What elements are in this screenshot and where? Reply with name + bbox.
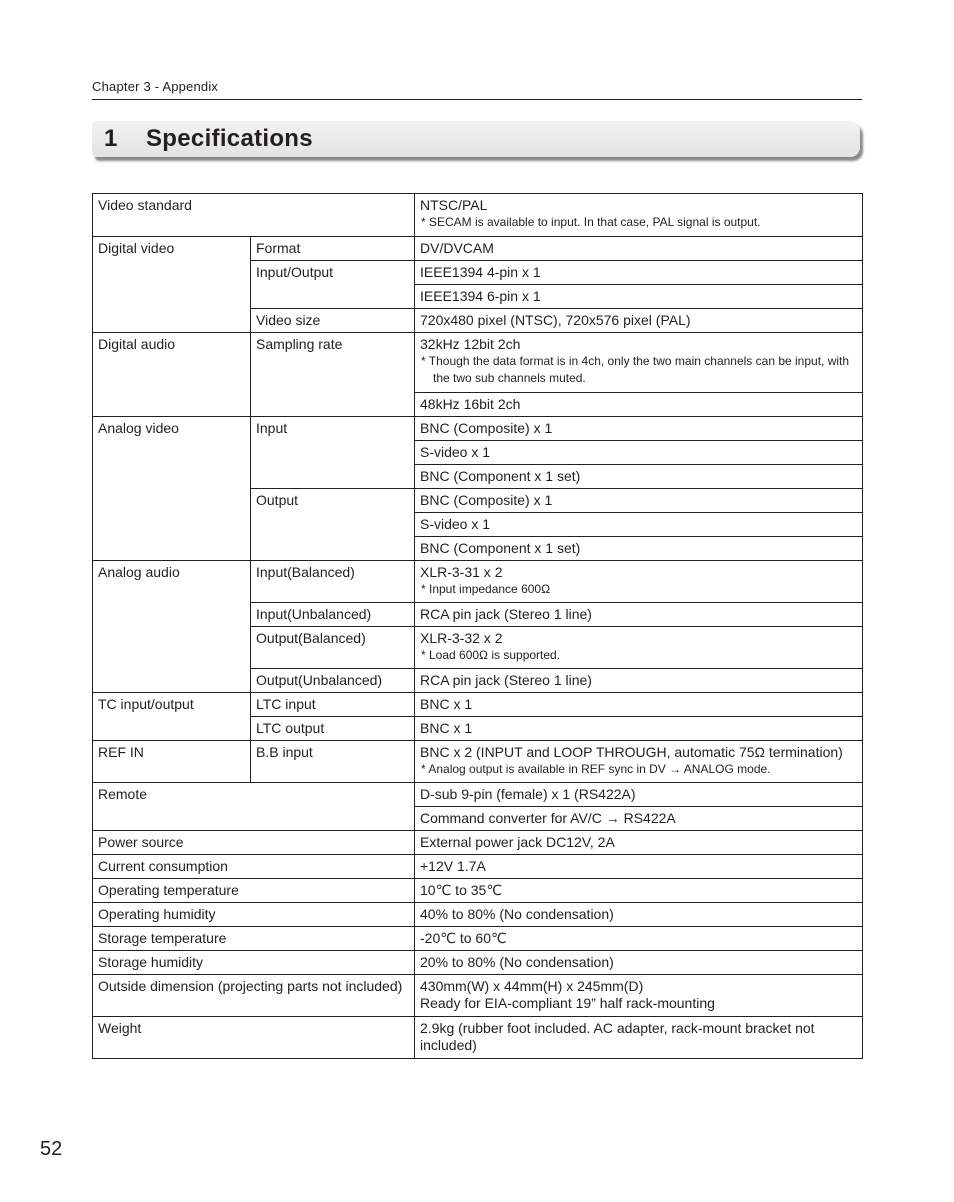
- spec-value: BNC (Composite) x 1: [415, 417, 863, 441]
- section-title: Specifications: [146, 125, 313, 152]
- spec-value-text: XLR-3-32 x 2: [420, 630, 503, 646]
- spec-value: 40% to 80% (No condensation): [415, 903, 863, 927]
- table-row: [93, 975, 863, 1017]
- spec-value: 10℃ to 35℃: [415, 879, 863, 903]
- spec-value: BNC x 1: [415, 717, 863, 741]
- spec-value: BNC (Component x 1 set): [415, 465, 863, 489]
- spec-value-text: NTSC/PAL: [420, 197, 488, 213]
- spec-note: * Load 600Ω is supported.: [421, 648, 561, 662]
- spec-value: RCA pin jack (Stereo 1 line): [415, 603, 863, 627]
- section-number: 1: [104, 125, 118, 152]
- spec-sublabel: Sampling rate: [251, 333, 415, 417]
- spec-label: Storage humidity: [93, 951, 415, 975]
- spec-value: Command converter for AV/C → RS422A: [415, 807, 863, 831]
- table-row: [93, 741, 863, 783]
- spec-label: Digital video: [93, 237, 251, 333]
- spec-label: Operating humidity: [93, 903, 415, 927]
- spec-label: Analog video: [93, 417, 251, 561]
- spec-label: Analog audio: [93, 561, 251, 693]
- spec-value: BNC x 1: [415, 693, 863, 717]
- table-row: [93, 831, 863, 855]
- header-rule: [92, 99, 862, 100]
- table-row: [93, 927, 863, 951]
- spec-label: Operating temperature: [93, 879, 415, 903]
- spec-value: [415, 975, 863, 1017]
- spec-label: TC input/output: [93, 693, 251, 741]
- table-row: [93, 1017, 863, 1059]
- spec-value: -20℃ to 60℃: [415, 927, 863, 951]
- spec-label: REF IN: [93, 741, 251, 783]
- spec-value: [415, 561, 863, 603]
- spec-sublabel: Video size: [251, 309, 415, 333]
- spec-value-text: XLR-3-31 x 2: [420, 564, 503, 580]
- spec-value: [415, 333, 863, 393]
- spec-value: BNC (Composite) x 1: [415, 489, 863, 513]
- spec-sublabel: Input: [251, 417, 415, 489]
- table-row: [93, 333, 863, 393]
- page-number: 52: [40, 1138, 63, 1160]
- chapter-header: Chapter 3 - Appendix: [92, 79, 219, 94]
- table-row: [93, 237, 863, 261]
- table-row: [93, 417, 863, 441]
- spec-sublabel: Input/Output: [251, 261, 415, 309]
- spec-value: External power jack DC12V, 2A: [415, 831, 863, 855]
- spec-value-text: Ready for EIA-compliant 19” half rack-mounting: [420, 995, 715, 1011]
- spec-sublabel: Input(Unbalanced): [251, 603, 415, 627]
- table-row: [93, 903, 863, 927]
- table-row: [93, 561, 863, 603]
- spec-value: BNC (Component x 1 set): [415, 537, 863, 561]
- spec-value: DV/DVCAM: [415, 237, 863, 261]
- spec-label: Power source: [93, 831, 415, 855]
- spec-value: 20% to 80% (No condensation): [415, 951, 863, 975]
- spec-sublabel: Output(Balanced): [251, 627, 415, 669]
- spec-note: * Though the data format is in 4ch, only the two main channels can be input, with the two sub channels muted.: [421, 354, 850, 385]
- table-row: [93, 693, 863, 717]
- spec-sublabel: Output(Unbalanced): [251, 669, 415, 693]
- table-row: [93, 194, 863, 237]
- table-row: [93, 951, 863, 975]
- spec-label: Outside dimension (projecting parts not included): [93, 975, 415, 1017]
- spec-value-text: BNC x 2 (INPUT and LOOP THROUGH, automatic 75Ω termination): [420, 744, 843, 760]
- table-row: [93, 783, 863, 807]
- spec-note: * SECAM is available to input. In that case, PAL signal is output.: [421, 215, 761, 229]
- table-row: [93, 879, 863, 903]
- spec-value: RCA pin jack (Stereo 1 line): [415, 669, 863, 693]
- spec-label: Digital audio: [93, 333, 251, 417]
- spec-value: IEEE1394 6-pin x 1: [415, 285, 863, 309]
- spec-note: * Analog output is available in REF sync in DV → ANALOG mode.: [421, 762, 771, 776]
- spec-value: IEEE1394 4-pin x 1: [415, 261, 863, 285]
- spec-sublabel: LTC input: [251, 693, 415, 717]
- spec-value: +12V 1.7A: [415, 855, 863, 879]
- spec-sublabel: Output: [251, 489, 415, 561]
- spec-value: 720x480 pixel (NTSC), 720x576 pixel (PAL): [415, 309, 863, 333]
- spec-value: [415, 627, 863, 669]
- spec-note: * Input impedance 600Ω: [421, 582, 551, 596]
- spec-label: Weight: [93, 1017, 415, 1059]
- spec-value: D-sub 9-pin (female) x 1 (RS422A): [415, 783, 863, 807]
- specifications-table: [92, 193, 863, 1059]
- spec-sublabel: B.B input: [251, 741, 415, 783]
- spec-label: Storage temperature: [93, 927, 415, 951]
- spec-sublabel: Input(Balanced): [251, 561, 415, 603]
- spec-value: 48kHz 16bit 2ch: [415, 393, 863, 417]
- table-row: [93, 855, 863, 879]
- spec-value: [415, 194, 863, 237]
- spec-value: S-video x 1: [415, 513, 863, 537]
- spec-sublabel: Format: [251, 237, 415, 261]
- spec-value: S-video x 1: [415, 441, 863, 465]
- spec-value: 2.9kg (rubber foot included. AC adapter, rack-mount bracket not included): [415, 1017, 863, 1059]
- spec-label: Remote: [93, 783, 415, 831]
- spec-value: [415, 741, 863, 783]
- section-banner: [92, 121, 860, 157]
- spec-label: Current consumption: [93, 855, 415, 879]
- spec-value-text: 430mm(W) x 44mm(H) x 245mm(D): [420, 978, 644, 994]
- spec-sublabel: LTC output: [251, 717, 415, 741]
- spec-value-text: 32kHz 12bit 2ch: [420, 336, 521, 352]
- spec-label: Video standard: [93, 194, 415, 237]
